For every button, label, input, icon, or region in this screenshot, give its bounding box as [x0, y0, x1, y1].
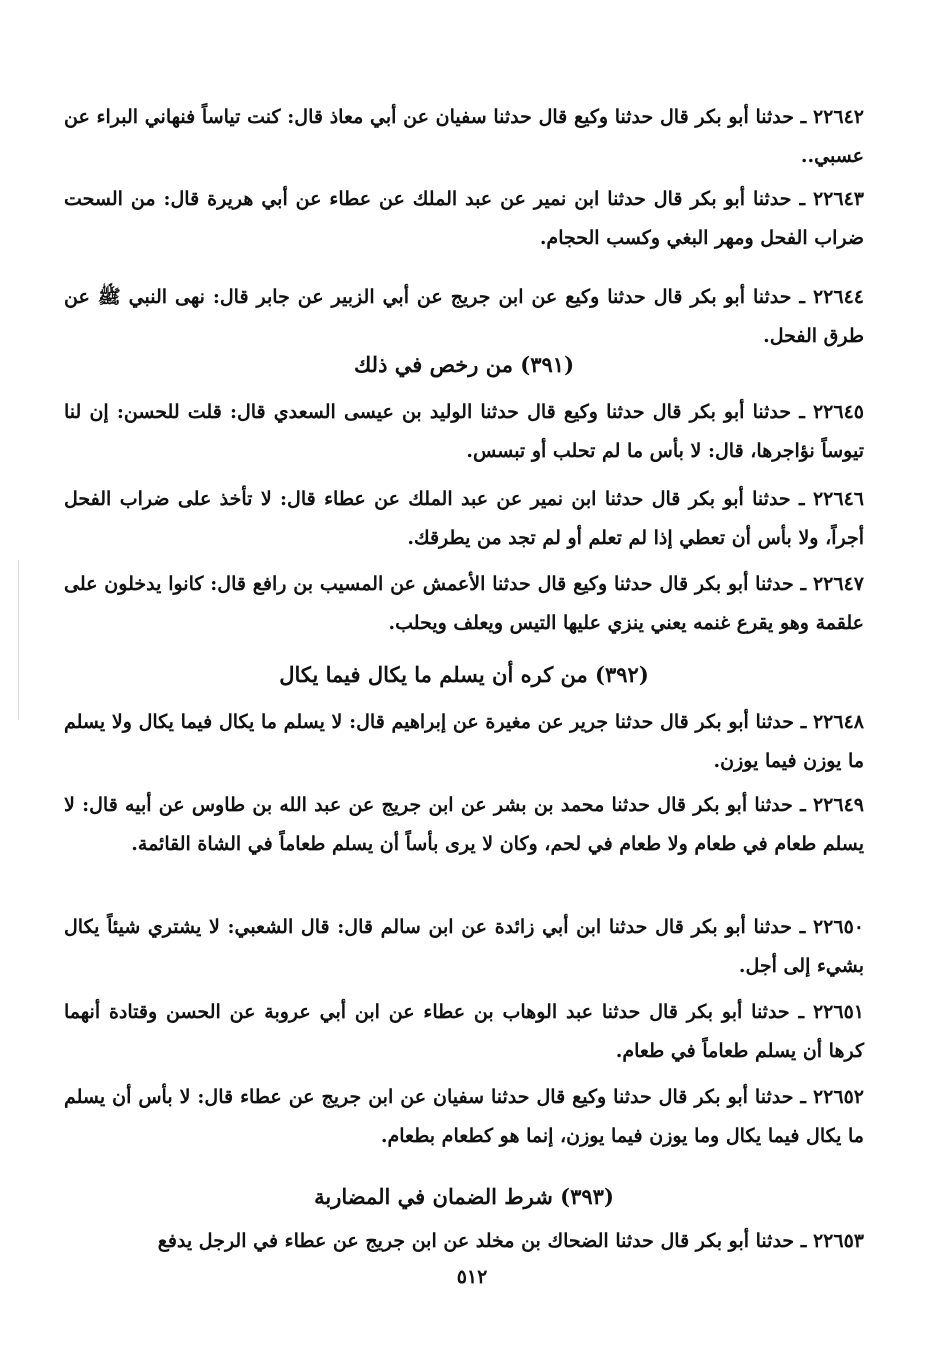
section-heading-392: (٣٩٢) من كره أن يسلم ما يكال فيما يكال — [279, 662, 649, 687]
hadith-22646: ٢٢٦٤٦ ـ حدثنا أبو بكر قال حدثنا ابن نمير عن عبد الملك عن عطاء قال: لا تأخذ على ضراب الفحل أجراً، ولا بأس أن تعطي إذا لم تعلم أو لم تجد من يطرقك. — [64, 488, 864, 549]
hadith-22643: ٢٢٦٤٣ ـ حدثنا أبو بكر قال حدثنا ابن نمير عن عبد الملك عن عطاء عن أبي هريرة قال: من السحت ضراب الفحل ومهر البغي وكسب الحجام. — [64, 188, 864, 249]
hadith-22644: ٢٢٦٤٤ ـ حدثنا أبو بكر قال حدثنا وكيع عن ابن جريج عن أبي الزبير عن جابر قال: نهى النبي ﷺ عن طرق الفحل. — [64, 286, 864, 347]
scan-edge-mark — [18, 560, 19, 720]
hadith-22642: ٢٢٦٤٢ ـ حدثنا أبو بكر قال حدثنا وكيع قال حدثنا سفيان عن أبي معاذ قال: كنت تياساً فنهاني البراء عن عسبي.. — [64, 106, 864, 167]
hadith-22650: ٢٢٦٥٠ ـ حدثنا أبو بكر قال حدثنا ابن أبي زائدة عن ابن سالم قال: قال الشعبي: لا يشتري شيئاً يكال بشيء إلى أجل. — [64, 916, 864, 977]
section-heading-393: (٣٩٣) شرط الضمان في المضاربة — [314, 1184, 614, 1209]
hadith-22653: ٢٢٦٥٣ ـ حدثنا أبو بكر قال حدثنا الضحاك بن مخلد عن ابن جريج عن عطاء في الرجل يدفع — [157, 1230, 864, 1252]
hadith-22651: ٢٢٦٥١ ـ حدثنا أبو بكر قال حدثنا عبد الوهاب بن عطاء عن ابن أبي عروبة عن الحسن وقتادة أنهما كرها أن يسلم طعاماً في طعام. — [64, 1001, 864, 1062]
hadith-22649: ٢٢٦٤٩ ـ حدثنا أبو بكر قال حدثنا محمد بن بشر عن ابن جريج عن عبد الله بن طاوس عن أبيه قال: لا يسلم طعام في طعام ولا طعام في لحم، وكان لا يرى بأساً أن يسلم طعاماً في الشاة القائمة. — [64, 794, 864, 855]
hadith-22648: ٢٢٦٤٨ ـ حدثنا أبو بكر قال حدثنا جرير عن مغيرة عن إبراهيم قال: لا يسلم ما يكال فيما يكال ولا يسلم ما يوزن فيما يوزن. — [64, 711, 864, 772]
hadith-22647: ٢٢٦٤٧ ـ حدثنا أبو بكر قال حدثنا وكيع قال حدثنا الأعمش عن المسيب بن رافع قال: كانوا يدخلون على علقمة وهو يقرع غنمه يعني ينزي عليها التيس ويعلف ويحلب. — [64, 573, 864, 634]
page-number: ٥١٢ — [456, 1266, 488, 1288]
hadith-22645: ٢٢٦٤٥ ـ حدثنا أبو بكر قال حدثنا وكيع قال حدثنا الوليد بن عيسى السعدي قال: قلت للحسن: إن لنا تيوساً نؤاجرها، قال: لا بأس ما لم تحلب أو تبسس. — [64, 401, 864, 462]
section-heading-391: (٣٩١) من رخص في ذلك — [353, 352, 575, 377]
hadith-22652: ٢٢٦٥٢ ـ حدثنا أبو بكر قال حدثنا وكيع قال حدثنا سفيان عن ابن جريج عن عطاء قال: لا بأس أن يسلم ما يكال فيما يكال وما يوزن فيما يوزن، إنما هو كطعام بطعام. — [64, 1086, 864, 1147]
